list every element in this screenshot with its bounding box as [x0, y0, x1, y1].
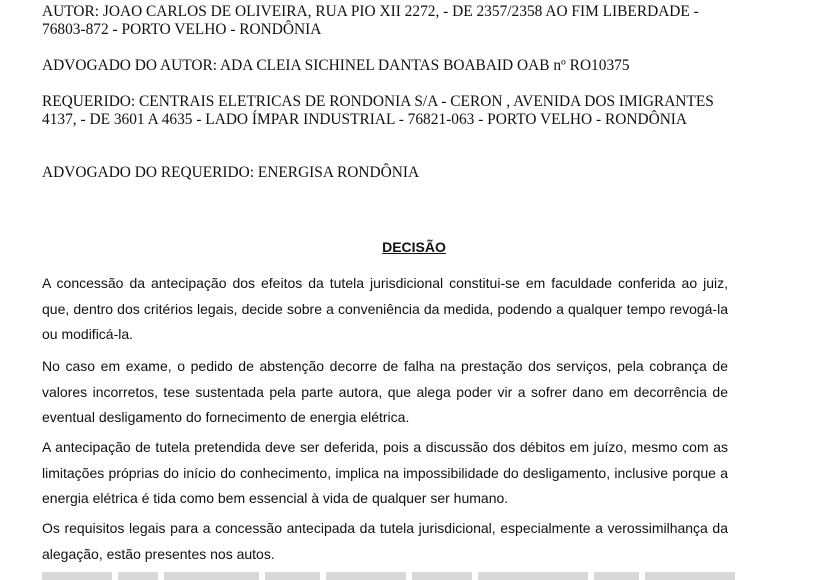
- advogado-requerido-line: ADVOGADO DO REQUERIDO: ENERGISA RONDÔNIA: [42, 164, 420, 181]
- decision-title: DECISÃO: [382, 239, 446, 255]
- advogado-autor-line: ADVOGADO DO AUTOR: ADA CLEIA SICHINEL DANTAS BOABAID OAB nº RO10375: [42, 57, 630, 74]
- paragraph-1: A concessão da antecipação dos efeitos da tutela jurisdicional constitui-se em faculdade conferida ao juiz, que, dentro dos critérios legais, decide sobre a conveniência da medida, podendo a qualquer tempo revogá-la ou modificá-la.: [42, 275, 728, 342]
- paragraph-3: A antecipação de tutela pretendida deve ser deferida, pois a discussão dos débitos em juízo, mesmo com as limitações próprias do início do conhecimento, implica na impossibilidade do desligamento, inclusive porque a energia elétrica é tida como bem essencial à vida de qualquer ser humano.: [42, 439, 728, 506]
- paragraph-2: No caso em exame, o pedido de abstenção decorre de falha na prestação dos serviços, pela cobrança de valores incorretos, tese sustentada pela parte autora, que alega poder vir a sofrer dano em decorrência de eventual desligamento do fornecimento de energia elétrica.: [42, 358, 728, 425]
- requerido-line: REQUERIDO: CENTRAIS ELETRICAS DE RONDONIA S/A - CERON , AVENIDA DOS IMIGRANTES 4137, - DE 3601 A 4635 - LADO ÍMPAR INDUSTRIAL - 76821-063 - PORTO VELHO - RONDÔNIA: [42, 93, 714, 128]
- cut-off-next-line: [42, 572, 782, 580]
- paragraph-4: Os requisitos legais para a concessão antecipada da tutela jurisdicional, especialmente a verossimilhança da alegação, estão presentes nos autos.: [42, 520, 728, 562]
- autor-line: AUTOR: JOAO CARLOS DE OLIVEIRA, RUA PIO XII 2272, - DE 2357/2358 AO FIM LIBERDADE - 76803-872 - PORTO VELHO - RONDÔNIA: [42, 3, 699, 38]
